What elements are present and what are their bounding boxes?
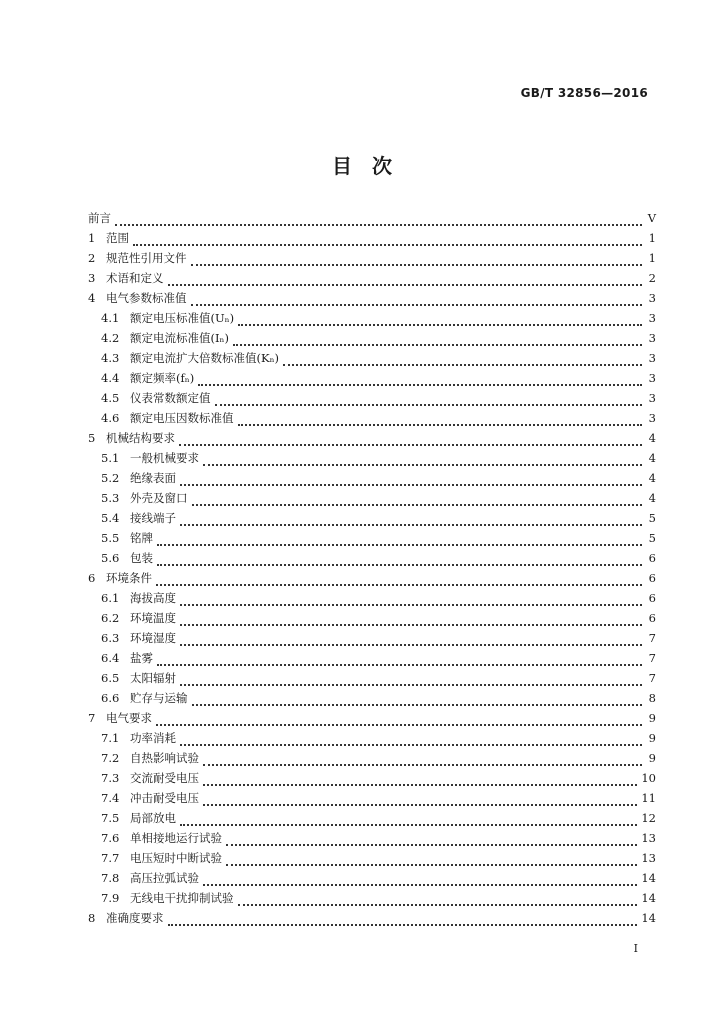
toc-entry[interactable] [88,690,656,710]
toc-entry-page: 3 [648,391,656,405]
toc-entry[interactable] [88,850,656,870]
toc-entry-title: 单相接地运行试验 [130,831,222,845]
toc-entry-number: 6.5 [101,671,120,685]
toc-entry[interactable] [88,450,656,470]
toc-entry-page: 2 [648,271,656,285]
toc-entry-page: 12 [641,811,656,825]
toc-entry[interactable] [88,270,656,290]
dot-leader [283,352,642,366]
toc-entry[interactable] [88,230,656,250]
toc-entry-title: 一般机械要求 [130,451,199,465]
toc-entry-title: 太阳辐射 [130,671,176,685]
toc-entry[interactable] [88,350,656,370]
toc-entry-number: 7.4 [101,791,120,805]
toc-entry-number: 6.1 [101,591,120,605]
toc-entry[interactable] [88,290,656,310]
toc-entry-page: 7 [648,671,656,685]
toc-entry[interactable] [88,630,656,650]
toc-entry-title: 电气要求 [106,711,152,725]
toc-entry[interactable] [88,590,656,610]
dot-leader [168,912,638,926]
dot-leader [238,892,638,906]
toc-entry[interactable] [88,830,656,850]
toc-entry-page: 1 [648,231,656,245]
toc-entry-page: 3 [648,331,656,345]
toc-entry[interactable] [88,410,656,430]
toc-entry-title: 接线端子 [130,511,176,525]
dot-leader [192,492,643,506]
toc-entry-page: 5 [648,531,656,545]
dot-leader [192,692,643,706]
toc-entry-title: 准确度要求 [106,911,164,925]
toc-entry-page: 9 [648,751,656,765]
toc-entry[interactable] [88,310,656,330]
toc-entry-page: 3 [648,311,656,325]
dot-leader [198,372,642,386]
dot-leader [238,412,643,426]
toc-entry-number: 6.4 [101,651,120,665]
toc-entry-page: 11 [641,791,656,805]
toc-entry-number: 5 [88,431,96,445]
toc-entry-page: 3 [648,371,656,385]
toc-entry[interactable] [88,810,656,830]
toc-entry-title: 环境湿度 [130,631,176,645]
toc-entry-number: 4.6 [101,411,120,425]
toc-entry[interactable] [88,710,656,730]
toc-entry-page: 7 [648,651,656,665]
toc-entry-title: 海拔高度 [130,591,176,605]
toc-entry-page: 9 [648,711,656,725]
toc-entry-title: 交流耐受电压 [130,771,199,785]
toc-entry[interactable] [88,670,656,690]
toc-entry-page: 6 [648,571,656,585]
toc-entry[interactable] [88,870,656,890]
toc-entry-number: 2 [88,251,96,265]
toc-entry-number: 7 [88,711,96,725]
toc-entry[interactable] [88,910,656,930]
toc-entry-number: 7.5 [101,811,120,825]
toc-entry-number: 7.3 [101,771,120,785]
toc-entry[interactable] [88,430,656,450]
toc-entry-number: 5.2 [101,471,120,485]
toc-entry-number: 4.4 [101,371,120,385]
dot-leader [157,532,642,546]
toc-entry[interactable] [88,210,656,230]
toc-entry-number: 5.1 [101,451,120,465]
toc-entry[interactable] [88,330,656,350]
dot-leader [203,452,642,466]
toc-entry-number: 5.4 [101,511,120,525]
dot-leader [233,332,642,346]
toc-entry-number: 6 [88,571,96,585]
toc-entry-page: 4 [648,471,656,485]
dot-leader [203,792,637,806]
toc-entry[interactable] [88,610,656,630]
toc-entry-number: 7.6 [101,831,120,845]
toc-entry-number: 7.8 [101,871,120,885]
toc-entry-page: 9 [648,731,656,745]
toc-entry-page: 3 [648,351,656,365]
table-of-contents [88,210,656,930]
toc-entry-page: 7 [648,631,656,645]
toc-entry-title: 机械结构要求 [106,431,175,445]
toc-entry-title: 电压短时中断试验 [130,851,222,865]
toc-entry-page: V [647,211,656,225]
dot-leader [180,732,642,746]
dot-leader [115,212,642,226]
dot-leader [180,612,642,626]
dot-leader [180,672,642,686]
toc-entry[interactable] [88,570,656,590]
toc-entry-page: 8 [648,691,656,705]
toc-entry-number: 5.6 [101,551,120,565]
toc-entry-number: 5.3 [101,491,120,505]
toc-entry-number: 6.3 [101,631,120,645]
toc-entry-title: 冲击耐受电压 [130,791,199,805]
toc-entry-page: 13 [641,851,656,865]
toc-entry-page: 1 [648,251,656,265]
toc-entry-page: 4 [648,491,656,505]
dot-leader [168,272,643,286]
toc-entry[interactable] [88,490,656,510]
toc-entry-number: 3 [88,271,96,285]
dot-leader [203,772,637,786]
toc-entry-page: 6 [648,611,656,625]
toc-entry-number: 8 [88,911,96,925]
toc-entry-title: 高压拉弧试验 [130,871,199,885]
dot-leader [180,592,642,606]
toc-entry-number: 7.9 [101,891,120,905]
dot-leader [203,752,642,766]
toc-entry-page: 4 [648,451,656,465]
toc-entry-number: 7.7 [101,851,120,865]
toc-entry-page: 4 [648,431,656,445]
toc-entry-number: 4.2 [101,331,120,345]
toc-entry-number: 7.1 [101,731,120,745]
toc-entry-title: 前言 [88,211,111,225]
toc-entry-page: 5 [648,511,656,525]
toc-entry-title: 功率消耗 [130,731,176,745]
dot-leader [180,512,642,526]
dot-leader [180,812,637,826]
toc-entry[interactable] [88,250,656,270]
toc-entry[interactable] [88,550,656,570]
toc-entry-page: 14 [641,891,656,905]
dot-leader [180,472,642,486]
toc-entry-number: 4.5 [101,391,120,405]
toc-entry-number: 4 [88,291,96,305]
toc-entry-title: 额定电压标准值(Uₙ) [130,311,235,325]
toc-entry[interactable] [88,750,656,770]
toc-entry-title: 术语和定义 [106,271,164,285]
toc-entry-title: 无线电干扰抑制试验 [130,891,234,905]
toc-entry-title: 局部放电 [130,811,176,825]
toc-entry-title: 环境条件 [106,571,152,585]
toc-entry[interactable] [88,730,656,750]
toc-entry-page: 6 [648,551,656,565]
toc-entry-page: 13 [641,831,656,845]
toc-entry-title: 额定电流扩大倍数标准值(Kₙ) [130,351,280,365]
toc-title: 目 次 [332,154,392,178]
toc-entry-title: 铭牌 [130,531,153,545]
toc-entry-number: 4.3 [101,351,120,365]
toc-entry[interactable] [88,470,656,490]
dot-leader [203,872,637,886]
dot-leader [191,292,643,306]
dot-leader [191,252,643,266]
page-number: I [633,942,638,955]
toc-entry[interactable] [88,790,656,810]
toc-entry-title: 盐雾 [130,651,153,665]
dot-leader [226,852,637,866]
toc-entry-number: 1 [88,231,96,245]
toc-entry[interactable] [88,510,656,530]
toc-entry-title: 额定电流标准值(Iₙ) [130,331,229,345]
toc-entry-page: 10 [641,771,656,785]
dot-leader [157,652,642,666]
toc-entry-title: 环境温度 [130,611,176,625]
toc-entry[interactable] [88,770,656,790]
toc-entry-number: 4.1 [101,311,120,325]
toc-entry-page: 14 [641,911,656,925]
toc-entry[interactable] [88,370,656,390]
toc-entry-page: 3 [648,291,656,305]
toc-entry-title: 贮存与运输 [130,691,188,705]
toc-entry-title: 外壳及窗口 [130,491,188,505]
toc-entry-title: 规范性引用文件 [106,251,187,265]
dot-leader [226,832,637,846]
toc-entry[interactable] [88,650,656,670]
toc-entry-title: 额定频率(fₙ) [130,371,195,385]
dot-leader [180,632,642,646]
dot-leader [156,572,642,586]
toc-entry-title: 电气参数标准值 [106,291,187,305]
toc-entry-title: 范围 [106,231,129,245]
toc-entry-number: 5.5 [101,531,120,545]
dot-leader [156,712,642,726]
toc-entry-title: 绝缘表面 [130,471,176,485]
toc-entry-page: 14 [641,871,656,885]
toc-entry-title: 仪表常数额定值 [130,391,211,405]
toc-entry-page: 6 [648,591,656,605]
dot-leader [179,432,642,446]
dot-leader [157,552,642,566]
toc-entry[interactable] [88,390,656,410]
toc-entry-number: 6.6 [101,691,120,705]
dot-leader [215,392,643,406]
dot-leader [238,312,642,326]
dot-leader [133,232,642,246]
toc-entry-title: 自热影响试验 [130,751,199,765]
toc-entry-page: 3 [648,411,656,425]
toc-entry-title: 额定电压因数标准值 [130,411,234,425]
toc-entry-title: 包装 [130,551,153,565]
toc-entry-number: 6.2 [101,611,120,625]
toc-entry[interactable] [88,530,656,550]
standard-code: GB/T 32856—2016 [520,86,648,100]
toc-entry-number: 7.2 [101,751,120,765]
toc-entry[interactable] [88,890,656,910]
